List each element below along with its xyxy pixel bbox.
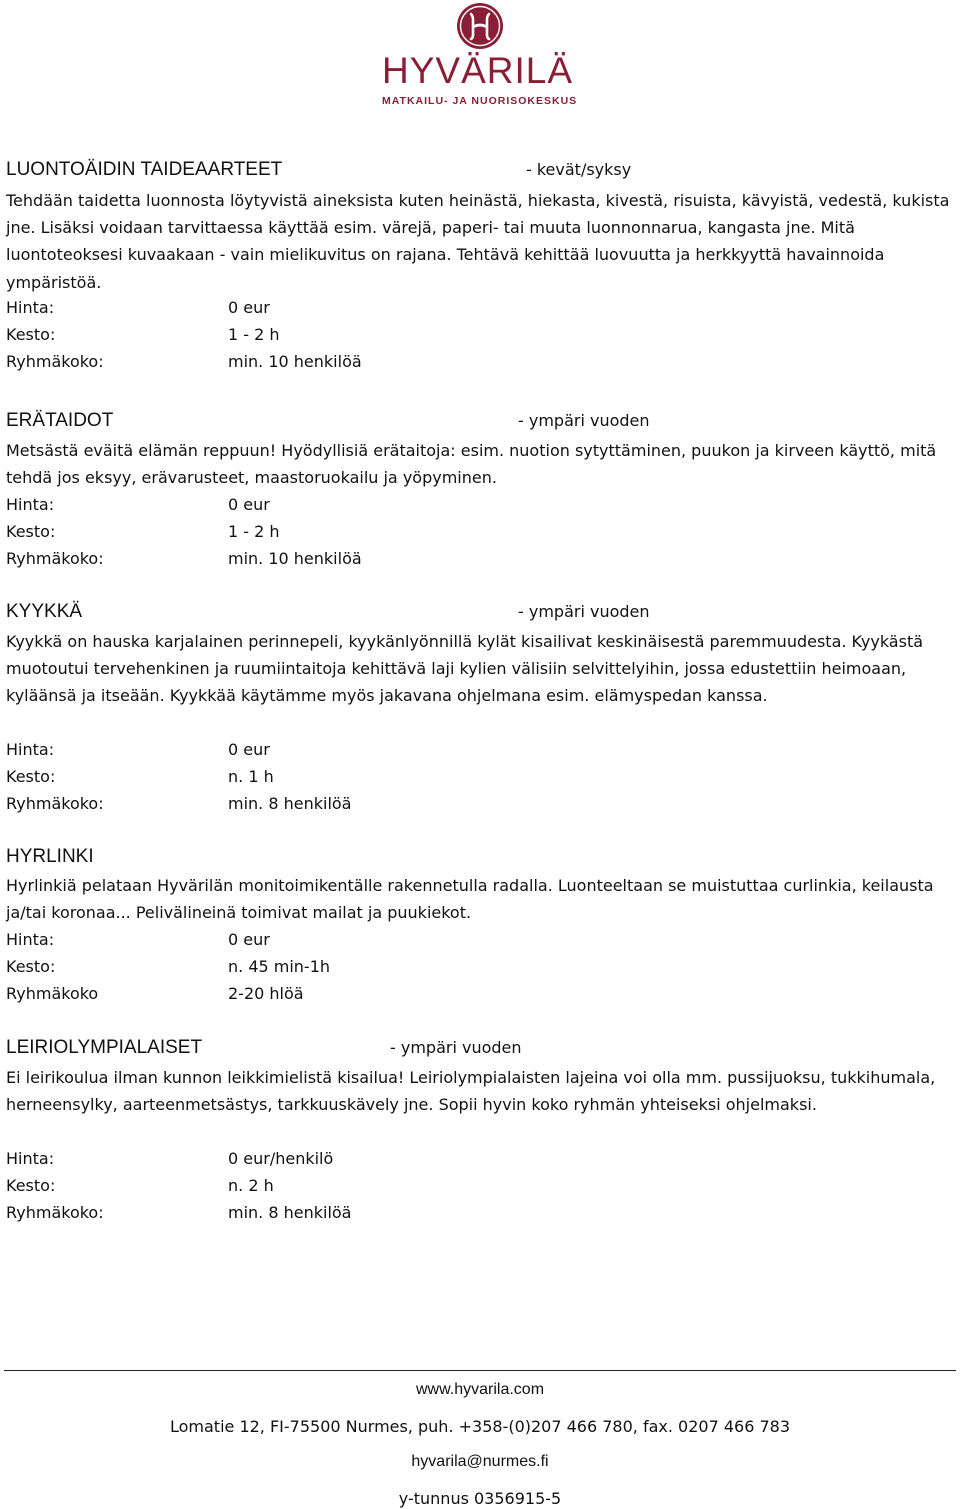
footer-email-link[interactable]: hyvarila@nurmes.fi <box>411 1453 549 1470</box>
duration-label: Kesto: <box>6 767 56 786</box>
h-monogram-icon <box>456 2 504 50</box>
section-season: - kevät/syksy <box>526 160 632 179</box>
duration-value: n. 1 h <box>228 767 274 786</box>
group-label: Ryhmäkoko: <box>6 794 104 813</box>
duration-label: Kesto: <box>6 1176 56 1195</box>
footer-business-id: y-tunnus 0356915-5 <box>398 1489 562 1508</box>
price-value: 0 eur/henkilö <box>228 1149 334 1168</box>
group-value: min. 10 henkilöä <box>228 352 362 371</box>
section-title: KYYKKÄ <box>6 601 83 622</box>
section-title: ERÄTAIDOT <box>6 410 114 431</box>
section-title: LUONTOÄIDIN TAIDEAARTEET <box>6 159 283 180</box>
company-logo <box>370 0 590 120</box>
group-value: min. 8 henkilöä <box>228 1203 352 1222</box>
section-description: Kyykkä on hauska karjalainen perinnepeli, kyykänlyönnillä kylät kisailivat keskinäisestä paremmuudesta. Kyykästä muotoutui tervehenkinen ja ruumiintaitoja kehittävä laji kylien välisiin selvittelyihin, jossa edustettiin heimoaan, kyläänsä ja itseään. Kyykkää käytämme myös jakavana ohjelmana esim. elämyspedan kanssa. <box>6 632 924 706</box>
group-label: Ryhmäkoko: <box>6 1203 104 1222</box>
section-title: LEIRIOLYMPIALAISET <box>6 1037 203 1058</box>
price-value: 0 eur <box>228 298 270 317</box>
price-label: Hinta: <box>6 298 55 317</box>
duration-label: Kesto: <box>6 957 56 976</box>
duration-value: 1 - 2 h <box>228 522 280 541</box>
price-label: Hinta: <box>6 1149 55 1168</box>
section-description: Ei leirikoulua ilman kunnon leikkimielistä kisailua! Leiriolympialaisten lajeina voi olla mm. pussijuoksu, tukkihumala, herneensylky, aarteenmetsästys, tarkkuuskävely jne. Sopii hyvin koko ryhmän yhteiseksi ohjelmaksi. <box>6 1068 936 1115</box>
logo-wordmark: HYVÄRILÄ <box>382 50 574 91</box>
section-description: Metsästä eväitä elämän reppuun! Hyödyllisiä erätaitoja: esim. nuotion sytyttäminen, puukon ja kirveen käyttö, mitä tehdä jos eksyy, erävarusteet, maastoruokailu ja yöpyminen. <box>6 441 937 488</box>
duration-value: n. 45 min-1h <box>228 957 331 976</box>
duration-label: Kesto: <box>6 325 56 344</box>
section-season: - ympäri vuoden <box>518 602 650 621</box>
price-value: 0 eur <box>228 495 270 514</box>
section-season: - ympäri vuoden <box>390 1038 522 1057</box>
section-description: Hyrlinkiä pelataan Hyvärilän monitoimikentälle rakennetulla radalla. Luonteeltaan se muistuttaa curlinkia, keilausta ja/tai koronaa... Pelivälineinä toimivat mailat ja puukiekot. <box>6 876 934 923</box>
group-value: min. 10 henkilöä <box>228 549 362 568</box>
group-label: Ryhmäkoko: <box>6 549 104 568</box>
group-label: Ryhmäkoko: <box>6 352 104 371</box>
duration-value: 1 - 2 h <box>228 325 280 344</box>
group-value: min. 8 henkilöä <box>228 794 352 813</box>
section-title: HYRLINKI <box>6 846 94 867</box>
price-label: Hinta: <box>6 930 55 949</box>
footer-address: Lomatie 12, FI-75500 Nurmes, puh. +358-(0)207 466 780, fax. 0207 466 783 <box>169 1417 790 1436</box>
group-label: Ryhmäkoko <box>6 984 99 1003</box>
footer-website-link[interactable]: www.hyvarila.com <box>415 1381 545 1398</box>
price-label: Hinta: <box>6 495 55 514</box>
price-value: 0 eur <box>228 740 270 759</box>
footer-divider <box>4 1370 956 1371</box>
section-season: - ympäri vuoden <box>518 411 650 430</box>
duration-value: n. 2 h <box>228 1176 274 1195</box>
price-label: Hinta: <box>6 740 55 759</box>
section-description: Tehdään taidetta luonnosta löytyvistä aineksista kuten heinästä, hiekasta, kivestä, risuista, kävyistä, vedestä, kukista jne. Lisäksi voidaan tarvittaessa käyttää esim. värejä, paperi- tai muuta luonnonnarua, kangasta jne. Mitä luontoteoksesi kuvaakaan - vain mielikuvitus on rajana. Tehtävä kehittää luovuutta ja herkkyyttä havainnoida ympäristöä. <box>6 191 950 292</box>
logo-subtitle: MATKAILU- JA NUORISOKESKUS <box>382 95 578 107</box>
group-value: 2-20 hlöä <box>228 984 304 1003</box>
price-value: 0 eur <box>228 930 270 949</box>
duration-label: Kesto: <box>6 522 56 541</box>
